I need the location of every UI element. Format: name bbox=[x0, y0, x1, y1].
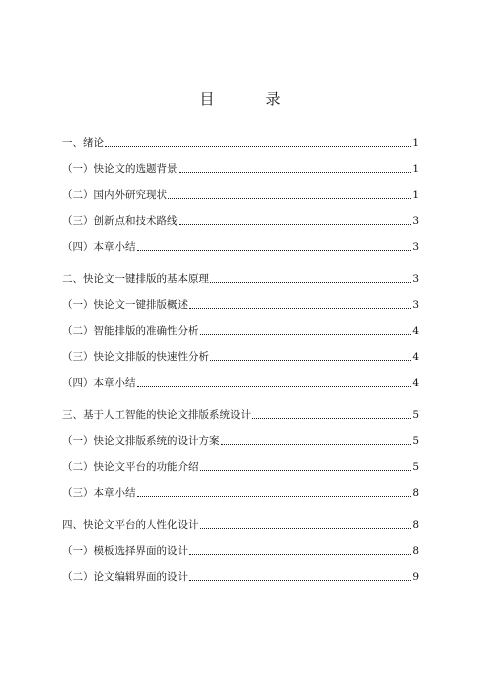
toc-entry-label: 一、绪论 bbox=[62, 137, 104, 149]
toc-entry-label: （二）快论文平台的功能介绍 bbox=[62, 461, 199, 473]
dot-leader bbox=[200, 334, 412, 335]
dot-leader bbox=[200, 528, 412, 529]
toc-entry-section bbox=[62, 448, 419, 474]
toc-entry-section bbox=[62, 286, 419, 312]
toc-entry-page: 5 bbox=[412, 435, 419, 447]
table-of-contents bbox=[62, 124, 419, 584]
toc-entry-label: （三）快论文排版的快速性分析 bbox=[62, 351, 209, 363]
dot-leader bbox=[252, 418, 411, 419]
dot-leader bbox=[189, 554, 411, 555]
toc-entry-page: 1 bbox=[412, 189, 419, 201]
toc-entry-page: 5 bbox=[412, 461, 419, 473]
toc-entry-label: （一）快论文排版系统的设计方案 bbox=[62, 435, 220, 447]
toc-entry-label: （二）智能排版的准确性分析 bbox=[62, 325, 199, 337]
toc-entry-section bbox=[62, 558, 419, 584]
toc-entry-page: 8 bbox=[412, 487, 419, 499]
toc-entry-section bbox=[62, 312, 419, 338]
toc-entry-label: （一）快论文一键排版概述 bbox=[62, 299, 188, 311]
dot-leader bbox=[189, 580, 411, 581]
toc-entry-page: 4 bbox=[412, 377, 419, 389]
toc-entry-page: 3 bbox=[412, 273, 419, 285]
toc-entry-section bbox=[62, 228, 419, 254]
toc-entry-page: 5 bbox=[412, 409, 419, 421]
toc-entry-chapter-2 bbox=[62, 260, 419, 286]
toc-entry-page: 3 bbox=[412, 241, 419, 253]
toc-entry-page: 8 bbox=[412, 519, 419, 531]
toc-title: 目 录 bbox=[199, 90, 299, 108]
toc-entry-page: 8 bbox=[412, 545, 419, 557]
dot-leader bbox=[200, 470, 412, 471]
toc-entry-section bbox=[62, 422, 419, 448]
toc-entry-section bbox=[62, 474, 419, 500]
toc-entry-page: 3 bbox=[412, 215, 419, 227]
toc-entry-chapter-1 bbox=[62, 124, 419, 150]
toc-entry-section bbox=[62, 176, 419, 202]
toc-entry-label: 四、快论文平台的人性化设计 bbox=[62, 519, 199, 531]
toc-entry-page: 1 bbox=[412, 163, 419, 175]
dot-leader bbox=[105, 146, 411, 147]
toc-entry-chapter-3 bbox=[62, 396, 419, 422]
toc-entry-page: 4 bbox=[412, 351, 419, 363]
toc-entry-label: （三）本章小结 bbox=[62, 487, 136, 499]
dot-leader bbox=[137, 250, 412, 251]
toc-entry-label: （一）快论文的选题背景 bbox=[62, 163, 178, 175]
dot-leader bbox=[179, 172, 412, 173]
dot-leader bbox=[179, 224, 412, 225]
toc-entry-page: 3 bbox=[412, 299, 419, 311]
toc-entry-section bbox=[62, 532, 419, 558]
toc-entry-page: 4 bbox=[412, 325, 419, 337]
toc-entry-label: （一）模板选择界面的设计 bbox=[62, 545, 188, 557]
toc-entry-label: 二、快论文一键排版的基本原理 bbox=[62, 273, 209, 285]
dot-leader bbox=[168, 198, 411, 199]
toc-entry-label: （四）本章小结 bbox=[62, 377, 136, 389]
toc-entry-page: 9 bbox=[412, 571, 419, 583]
toc-entry-section bbox=[62, 338, 419, 364]
dot-leader bbox=[210, 360, 411, 361]
toc-entry-label: 三、基于人工智能的快论文排版系统设计 bbox=[62, 409, 251, 421]
toc-entry-chapter-4 bbox=[62, 506, 419, 532]
dot-leader bbox=[189, 308, 411, 309]
toc-entry-page: 1 bbox=[412, 137, 419, 149]
toc-entry-label: （二）论文编辑界面的设计 bbox=[62, 571, 188, 583]
dot-leader bbox=[137, 386, 412, 387]
dot-leader bbox=[221, 444, 412, 445]
toc-entry-label: （三）创新点和技术路线 bbox=[62, 215, 178, 227]
toc-entry-label: （四）本章小结 bbox=[62, 241, 136, 253]
toc-entry-section bbox=[62, 150, 419, 176]
dot-leader bbox=[210, 282, 411, 283]
toc-entry-section bbox=[62, 202, 419, 228]
toc-entry-label: （二）国内外研究现状 bbox=[62, 189, 167, 201]
toc-entry-section bbox=[62, 364, 419, 390]
dot-leader bbox=[137, 496, 412, 497]
